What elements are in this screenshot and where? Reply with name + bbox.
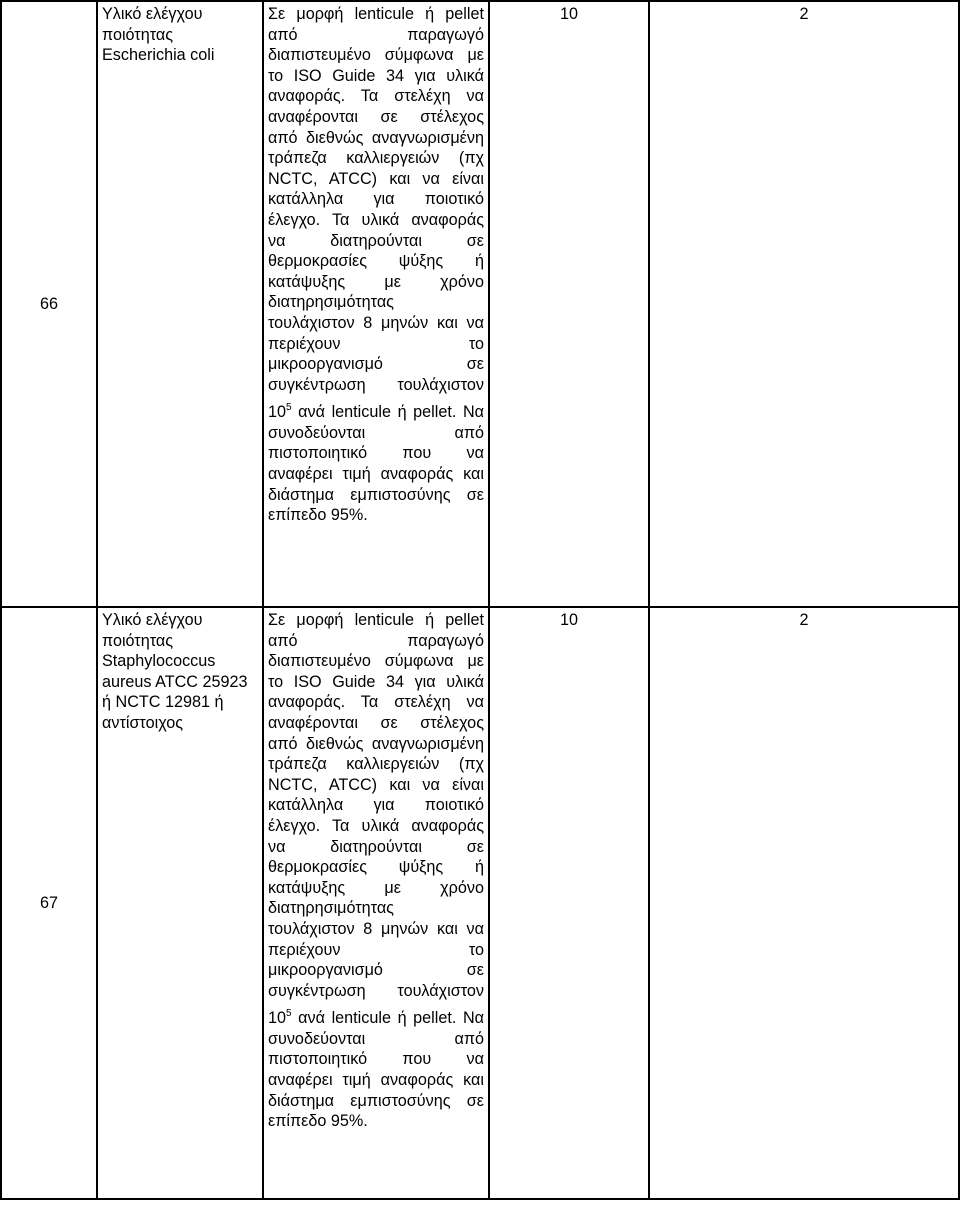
specification-line: κατάλληλα για ποιοτικό: [268, 796, 484, 815]
specification-line: το ISO Guide 34 για υλικά: [268, 66, 484, 85]
quantity-cell: 10: [489, 1, 649, 607]
specification-line: μικροοργανισμό σε: [268, 961, 484, 980]
specification-line: μικροοργανισμό σε: [268, 355, 484, 374]
specification-line: Σε μορφή lenticule ή pellet: [268, 5, 484, 23]
specification-line: τράπεζα καλλιεργειών (πχ: [268, 755, 484, 774]
specification-line: αναφοράς. Τα στελέχη να: [268, 87, 484, 106]
material-name-cell: [97, 607, 263, 1199]
item-number: 67: [1, 607, 97, 1199]
specification-line: κατάλληλα για ποιοτικό: [268, 190, 484, 209]
specification-line: τουλάχιστον 8 μηνών και να: [268, 919, 484, 938]
specification-line: Σε μορφή lenticule ή pellet: [268, 611, 484, 629]
specification-line: κατάψυξης με χρόνο: [268, 272, 484, 291]
specification-line: διατηρησιμότητας: [268, 293, 394, 312]
units-cell: 2: [649, 607, 959, 1199]
material-name-line: Staphylococcus: [102, 652, 216, 671]
concentration-line: [268, 395, 484, 423]
specification-line: συγκέντρωση τουλάχιστον: [268, 981, 484, 1000]
specification-cell: [263, 1, 489, 607]
specification-line: θερμοκρασίες ψύξης ή: [268, 858, 484, 877]
table-row: [1, 1, 959, 607]
specification-line: από παραγωγό: [268, 25, 484, 44]
material-name-cell: [97, 1, 263, 607]
material-name-line: ή NCTC 12981 ή: [102, 693, 224, 712]
specification-line: θερμοκρασίες ψύξης ή: [268, 252, 484, 271]
units-cell: 2: [649, 1, 959, 607]
material-name-line: Υλικό ελέγχου: [102, 611, 203, 629]
concentration-base: 10: [268, 1009, 287, 1028]
material-name-line: aureus ATCC 25923: [102, 672, 248, 691]
specification-line: διατηρησιμότητας: [268, 899, 394, 918]
specification-line: διάστημα εμπιστοσύνης σε: [268, 485, 484, 504]
specification-line: αναφέρει τιμή αναφοράς και: [268, 1071, 484, 1090]
concentration-text: ανά lenticule ή pellet. Να: [291, 403, 484, 422]
specification-line: έλεγχο. Τα υλικά αναφοράς: [268, 210, 484, 229]
specification-line: πιστοποιητικό που να: [268, 444, 484, 463]
specification-line: αναφοράς. Τα στελέχη να: [268, 693, 484, 712]
specification-line: τράπεζα καλλιεργειών (πχ: [268, 149, 484, 168]
material-name-line: Υλικό ελέγχου: [102, 5, 203, 23]
specification-line: NCTC, ATCC) και να είναι: [268, 775, 484, 794]
material-name-line: Escherichia coli: [102, 46, 215, 65]
concentration-exponent: 5: [286, 1008, 292, 1020]
specification-line: αναφέρει τιμή αναφοράς και: [268, 465, 484, 484]
specification-line: περιέχουν το: [268, 940, 484, 959]
concentration-base: 10: [268, 403, 287, 422]
specification-line: επίπεδο 95%.: [268, 506, 368, 525]
material-name-line: ποιότητας: [102, 25, 174, 44]
specification-line: διάστημα εμπιστοσύνης σε: [268, 1091, 484, 1110]
specification-line: συνοδεύονται από: [268, 1029, 484, 1048]
specification-line: να διατηρούνται σε: [268, 837, 484, 856]
specification-line: επίπεδο 95%.: [268, 1112, 368, 1131]
specification-line: το ISO Guide 34 για υλικά: [268, 672, 484, 691]
concentration-text: ανά lenticule ή pellet. Να: [291, 1009, 484, 1028]
specification-line: αναφέρονται σε στέλεχος: [268, 107, 484, 126]
concentration-line: [268, 1001, 484, 1029]
specification-line: αναφέρονται σε στέλεχος: [268, 713, 484, 732]
specification-line: περιέχουν το: [268, 334, 484, 353]
specification-line: από διεθνώς αναγνωρισμένη: [268, 734, 484, 753]
table-row: [1, 607, 959, 1199]
item-number: 66: [1, 1, 97, 607]
specification-line: διαπιστευμένο σύμφωνα με: [268, 652, 484, 671]
table-body: [1, 1, 959, 1199]
material-name-line: αντίστοιχος: [102, 713, 184, 732]
quantity-cell: 10: [489, 607, 649, 1199]
specification-line: έλεγχο. Τα υλικά αναφοράς: [268, 816, 484, 835]
material-name-line: ποιότητας: [102, 631, 174, 650]
specification-line: πιστοποιητικό που να: [268, 1050, 484, 1069]
specification-line: τουλάχιστον 8 μηνών και να: [268, 313, 484, 332]
specification-cell: [263, 607, 489, 1199]
specification-line: κατάψυξης με χρόνο: [268, 878, 484, 897]
specification-line: να διατηρούνται σε: [268, 231, 484, 250]
specification-line: από διεθνώς αναγνωρισμένη: [268, 128, 484, 147]
concentration-exponent: 5: [286, 402, 292, 414]
specification-line: συνοδεύονται από: [268, 423, 484, 442]
specification-line: συγκέντρωση τουλάχιστον: [268, 375, 484, 394]
specification-line: από παραγωγό: [268, 631, 484, 650]
specification-line: διαπιστευμένο σύμφωνα με: [268, 46, 484, 65]
specification-line: NCTC, ATCC) και να είναι: [268, 169, 484, 188]
